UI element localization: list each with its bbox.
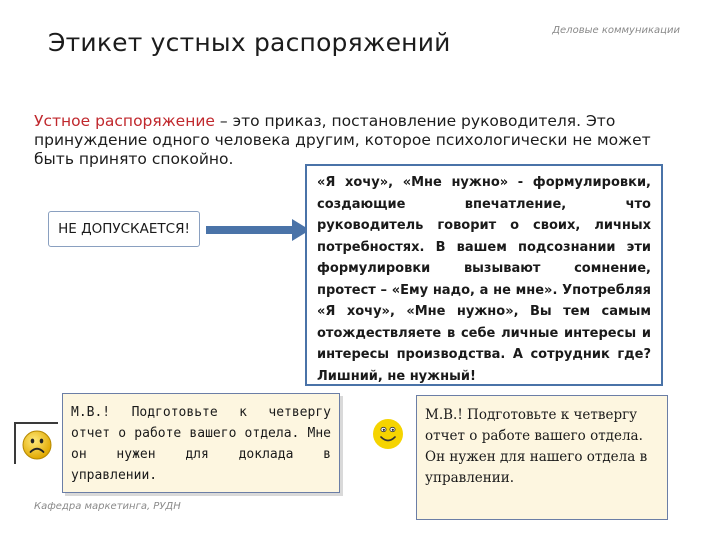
explanation-box [305,164,663,386]
intro-term: Устное распоряжение [34,112,215,130]
page-title: Этикет устных распоряжений [48,28,451,57]
not-allowed-label: НЕ ДОПУСКАЕТСЯ! [58,221,190,237]
bad-example-note [62,393,340,493]
intro-text: – это приказ, постановление руководителя. Это принуждение одного человека другим, которое психологически не может быть принято спокойно. [34,112,651,168]
header-subject: Деловые коммуникации [552,25,680,36]
not-allowed-box [48,211,200,247]
explanation-text: «Я хочу», «Мне нужно» - формулировки, создающие впечатление, что руководитель говорит о своих, личных потребностях. В вашем подсознании эти формулировки вызывают сомнение, протест – «Ему надо, а не мне». Употребляя «Я хочу», «Мне нужно», Вы тем самым отождествляете в себе личные интересы и интересы производства. А сотрудник где? Лишний, не нужный! [317,175,651,384]
bad-example-text: М.В.! Подготовьте к четвергу отчет о работе вашего отдела. Мне он нужен для доклада в управлении. [71,405,331,483]
footer-department: Кафедра маркетинга, РУДН [34,501,181,512]
intro-paragraph [34,112,684,169]
good-example-text: М.В.! Подготовьте к четвергу отчет о работе вашего отдела. Он нужен для нашего отдела в управлении. [425,407,648,486]
happy-face-icon [372,418,404,450]
right-arrow-icon [206,219,310,241]
good-example-note [416,395,668,520]
sad-face-icon [22,430,52,460]
